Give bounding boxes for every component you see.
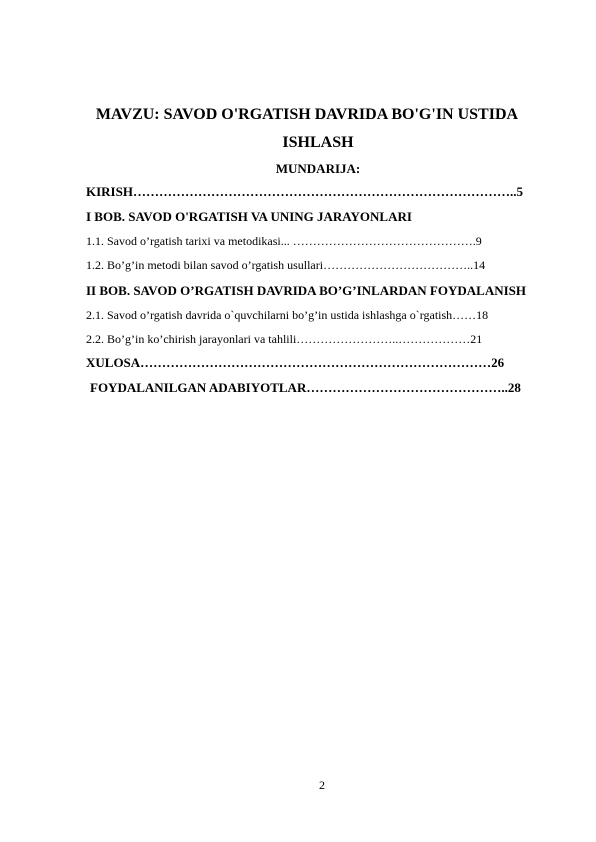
toc-entry-conclusion: XULOSA………………………………………………………………………26 [86,355,505,370]
contents-heading: MUNDARIJA: [275,161,361,176]
toc-entry-section-2-1: 2.1. Savod o’rgatish davrida o`quvchilarni bo’g’in ustida ishlashga o`rgatish……18 [86,308,489,322]
toc-entry-references: FOYDALANILGAN ADABIYOTLAR………………………………………..28 [90,380,521,395]
toc-entry-section-2-2: 2.2. Bo’g’in ko’chirish jarayonlari va tahlili……………………..………………21 [86,332,483,346]
page-number: 2 [319,778,325,792]
toc-entry-section-1-2: 1.2. Bo’g’in metodi bilan savod o’rgatish usullari………………………………..14 [86,258,486,272]
toc-entry-section-1-1: 1.1. Savod o’rgatish tarixi va metodikasi... ……………………………………….9 [86,234,482,248]
document-title-line-1: MAVZU: SAVOD O'RGATISH DAVRIDA BO'G'IN USTIDA [95,106,519,123]
toc-entry-chapter-2: II BOB. SAVOD O’RGATISH DAVRIDA BO’G’INLARDAN FOYDALANISH [86,283,527,298]
document-title-line-2: ISHLASH [282,134,354,151]
toc-entry-introduction: KIRISH……………………………………………………………………………..5 [86,184,523,199]
toc-entry-chapter-1: I BOB. SAVOD O'RGATISH VA UNING JARAYONLARI [86,209,412,224]
